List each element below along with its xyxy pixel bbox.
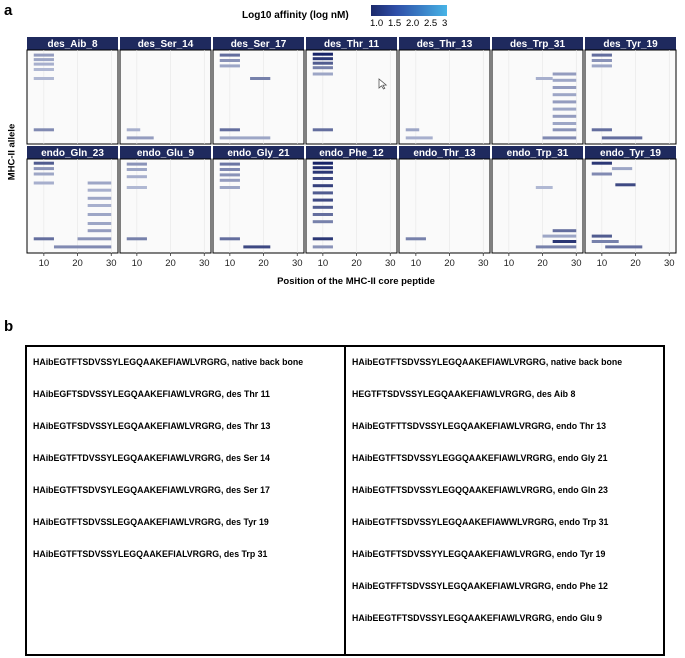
heatmap-cell [78, 237, 112, 240]
heatmap-cell [243, 245, 270, 248]
facet-title: endo_Phe_12 [319, 148, 384, 159]
facet-title: endo_Trp_31 [506, 148, 569, 159]
x-tick-label: 30 [477, 258, 489, 269]
heatmap-cell [220, 186, 240, 189]
heatmap-cell [592, 240, 619, 243]
heatmap-cell [220, 128, 240, 131]
heatmap-cell [220, 163, 240, 166]
heatmap-cell [88, 182, 112, 185]
heatmap-cell [127, 175, 147, 178]
sequence-row: HAibEGTFTSDVSSLEGQAAKEFIAWLVRGRG, des Tyr 19 [33, 517, 269, 527]
x-tick-label: 20 [258, 258, 269, 269]
heatmap-cell [543, 136, 577, 139]
heatmap-cell [553, 73, 577, 76]
heatmap-cell [553, 79, 577, 82]
sequence-row: HAibEGTFTSDVSSYLEGGQAAKEFIAWLVRGRG, endo Gly 21 [352, 453, 608, 463]
heatmap-cell [88, 222, 112, 225]
heatmap-cell [34, 58, 54, 61]
x-tick-label: 20 [444, 258, 455, 269]
heatmap-cell [592, 64, 612, 67]
heatmap-cell [313, 191, 333, 194]
legend-tick: 2.0 [406, 18, 420, 29]
heatmap-cell [127, 186, 147, 189]
x-tick-label: 20 [537, 258, 548, 269]
heatmap-cell [220, 54, 240, 57]
heatmap-cell [127, 128, 140, 131]
heatmap-cell [592, 173, 612, 176]
heatmap-cell [34, 237, 54, 240]
sequence-row: HAibEGTFTSDVSSYLEGQAAKEFIAWLVRGRG, native back bone [352, 357, 623, 367]
sequence-row: HEGTFTSDVSSYLEGQAAKEFIAWLVRGRG, des Aib 8 [352, 389, 576, 399]
legend-tick: 1.0 [370, 18, 384, 29]
heatmap-cell [88, 197, 112, 200]
heatmap-cell [553, 86, 577, 89]
sequence-row: HAibEGTFTSDVSSYYLEGQAAKEFIAWLVRGRG, endo Tyr 19 [352, 549, 606, 559]
x-tick-label: 20 [165, 258, 176, 269]
x-tick-label: 10 [503, 258, 515, 269]
sequence-row: HAibEGTFTSDVSSYLEGQAAKEFIALVRGRG, des Trp 31 [33, 549, 268, 559]
heatmap-cell [313, 128, 333, 131]
x-tick-label: 30 [105, 258, 117, 269]
facet-title: endo_Glu_9 [136, 148, 195, 159]
x-tick-label: 20 [351, 258, 362, 269]
heatmap-cell [34, 63, 54, 66]
heatmap-cell [592, 128, 612, 131]
heatmap-cell [34, 77, 54, 80]
facet-title: des_Trp_31 [509, 39, 566, 50]
x-axis-label: Position of the MHC-II core peptide [277, 276, 435, 287]
facet-title: des_Thr_11 [323, 39, 380, 50]
x-tick-label: 30 [384, 258, 396, 269]
heatmap-cell [34, 68, 54, 71]
heatmap-cell [313, 184, 333, 187]
heatmap-cell [127, 163, 147, 166]
heatmap-cell [313, 177, 333, 180]
heatmap-cell [553, 108, 577, 111]
heatmap-cell [220, 237, 240, 240]
heatmap-cell [88, 213, 112, 216]
heatmap-cell [34, 54, 54, 57]
legend-title: Log10 affinity (log nM) [242, 10, 349, 21]
heatmap-cell [313, 73, 333, 76]
table-column-left [27, 347, 344, 654]
sequence-row: HAibEGTFTDVSSYLEGQAAKEFIAWLVRGRG, des Ser 14 [33, 453, 270, 463]
heatmap-cell [553, 115, 577, 118]
x-tick-label: 30 [198, 258, 210, 269]
sequence-row: HAibEGTFTSDVSSYLEGQQAAKEFIAWLVRGRG, endo Gln 23 [352, 485, 608, 495]
heatmap-cell [34, 173, 54, 176]
heatmap-cell [313, 199, 333, 202]
heatmap-cell [313, 62, 333, 65]
sequence-row: HAibEGTFTTSDVSSYLEGQAAKEFIAWLVRGRG, endo Thr 13 [352, 421, 606, 431]
heatmap-cell [88, 189, 112, 192]
heatmap-cell [612, 167, 632, 170]
sequence-row: HAibEGTFFTSDVSSYLEGQAAKEFIAWLVRGRG, endo Phe 12 [352, 581, 608, 591]
heatmap-cell [313, 206, 333, 209]
heatmap-cell [127, 168, 147, 171]
heatmap-cell [592, 162, 612, 165]
heatmap-cell [220, 136, 271, 139]
sequence-row: HAibEEGTFTSDVSSYLEGQAAKEFIAWLVRGRG, endo Glu 9 [352, 613, 603, 623]
facet-plot-area [492, 159, 583, 253]
x-tick-label: 20 [630, 258, 641, 269]
heatmap-cell [220, 173, 240, 176]
peptide-sequence-table [25, 345, 665, 656]
panel-a-letter: a [4, 2, 13, 19]
heatmap-cell [536, 77, 553, 80]
heatmap-cell [54, 245, 111, 248]
heatmap-cell [553, 122, 577, 125]
heatmap-cell [34, 182, 54, 185]
heatmap-cell [313, 245, 333, 248]
x-tick-label: 10 [410, 258, 422, 269]
heatmap-cell [313, 57, 333, 60]
facet-title: des_Tyr_19 [603, 39, 658, 50]
heatmap-cell [553, 93, 577, 96]
heatmap-cell [313, 166, 333, 169]
heatmap-cell [553, 240, 577, 243]
legend-tick: 3 [442, 18, 448, 29]
sequence-row: HAibEGTFTSDVSSYLEGQAAKEFIAWWLVRGRG, endo Trp 31 [352, 517, 609, 527]
facet-title: endo_Gly_21 [227, 148, 290, 159]
heatmap-cell [406, 237, 426, 240]
heatmap-cell [250, 77, 270, 80]
sequence-row: HAibEGTFTSDVSSYLEGQAAKEFIAWLVRGRG, native back bone [33, 357, 304, 367]
heatmap-cell [88, 204, 112, 207]
heatmap-cell [88, 229, 112, 232]
table-column-right [344, 347, 663, 654]
x-tick-label: 10 [596, 258, 608, 269]
facet-title: des_Thr_13 [416, 39, 473, 50]
heatmap-cell [553, 100, 577, 103]
heatmap-facet-grid [0, 0, 685, 300]
heatmap-cell [313, 171, 333, 174]
heatmap-cell [313, 213, 333, 216]
facet-title: des_Ser_17 [230, 39, 287, 50]
heatmap-cell [313, 237, 333, 240]
mouse-pointer-icon [378, 78, 388, 90]
legend-tick: 2.5 [424, 18, 438, 29]
sequence-row: HAibEGTFTSDVSYLEGQAAKEFIAWLVRGRG, des Ser 17 [33, 485, 270, 495]
heatmap-cell [536, 186, 553, 189]
heatmap-cell [313, 162, 333, 165]
heatmap-cell [406, 136, 433, 139]
heatmap-cell [605, 245, 642, 248]
y-axis-label: MHC-II allele [6, 123, 18, 181]
x-tick-label: 10 [317, 258, 329, 269]
sequence-row: HAibEGTFSDVSSYLEGQAAKEFIAWLVRGRG, des Thr 13 [33, 421, 271, 431]
heatmap-cell [313, 53, 333, 56]
x-tick-label: 30 [663, 258, 675, 269]
x-tick-label: 30 [570, 258, 582, 269]
heatmap-cell [313, 66, 333, 69]
facet-title: endo_Gln_23 [41, 148, 104, 159]
legend-tick: 1.5 [388, 18, 402, 29]
panel-b-letter: b [4, 318, 14, 335]
x-tick-label: 10 [38, 258, 50, 269]
heatmap-cell [220, 168, 240, 171]
heatmap-cell [592, 235, 612, 238]
x-tick-label: 30 [291, 258, 303, 269]
facet-title: endo_Thr_13 [413, 148, 476, 159]
heatmap-cell [313, 220, 333, 223]
heatmap-cell [536, 245, 576, 248]
heatmap-cell [553, 128, 577, 131]
heatmap-cell [592, 59, 612, 62]
x-tick-label: 20 [72, 258, 83, 269]
heatmap-cell [127, 136, 154, 139]
heatmap-cell [543, 235, 577, 238]
heatmap-cell [220, 179, 240, 182]
heatmap-cell [553, 229, 577, 232]
heatmap-cell [220, 59, 240, 62]
heatmap-cell [220, 64, 240, 67]
facet-title: endo_Tyr_19 [600, 148, 661, 159]
x-tick-label: 10 [224, 258, 236, 269]
facet-title: des_Ser_14 [137, 39, 194, 50]
heatmap-cell [34, 128, 54, 131]
x-tick-label: 10 [131, 258, 143, 269]
heatmap-cell [592, 54, 612, 57]
heatmap-cell [34, 167, 54, 170]
heatmap-cell [602, 136, 642, 139]
sequence-row: HAibEGFTSDVSSYLEGQAAKEFIAWLVRGRG, des Thr 11 [33, 389, 270, 399]
heatmap-cell [34, 162, 54, 165]
heatmap-cell [406, 128, 419, 131]
heatmap-cell [127, 237, 147, 240]
heatmap-cell [615, 183, 635, 186]
facet-title: des_Aib_8 [47, 39, 98, 50]
